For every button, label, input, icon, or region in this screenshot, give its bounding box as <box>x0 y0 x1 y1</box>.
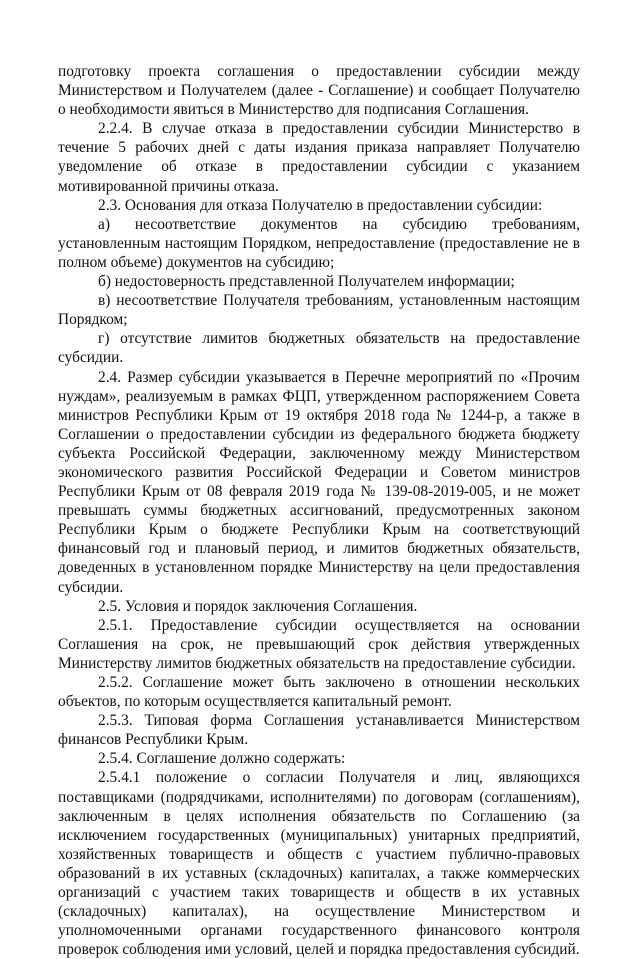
paragraph-2-5-1: 2.5.1. Предоставление субсидии осуществляется на основании Соглашения на срок, не превышающий срок действия утвержденных Министерству лимитов бюджетных обязательств на предоставление субсидии. <box>58 616 580 672</box>
paragraph-2-3-a: а) несоответствие документов на субсидию требованиям, установленным настоящим Порядком, непредоставление (предоставление не в полном объеме) документов на субсидию; <box>58 215 580 271</box>
paragraph-2-3-b: б) недостоверность представленной Получателем информации; <box>98 273 515 291</box>
paragraph-2-3-g: г) отсутствие лимитов бюджетных обязательств на предоставление субсидии. <box>58 330 580 367</box>
paragraph-2-3-v: в) несоответствие Получателя требованиям, установленным настоящим Порядком; <box>58 292 580 329</box>
paragraph-continuation: подготовку проекта соглашения о предоставлении субсидии между Министерством и Получателем (далее - Соглашение) и сообщает Получателю о необходимости явиться в Министерство для подписания Соглашения. <box>58 63 580 119</box>
paragraph-2-5-4: 2.5.4. Соглашение должно содержать: <box>98 750 346 768</box>
paragraph-2-4: 2.4. Размер субсидии указывается в Перечне мероприятий по «Прочим нуждам», реализуемым в рамках ФЦП, утвержденном распоряжением Совета министров Республики Крым от 19 октября 2018 года № 1244-р, а также в Соглашении о предоставлении субсидии из федерального бюджета бюджету субъекта Российской Федерации, заключенному между Министерством экономического развития Российской Федерации и Советом министров Республики Крым от 08 февраля 2019 года № 139-08-2019-005, и не может превышать суммы бюджетных ассигнований, предусмотренных законом Республики Крым о бюджете Республики Крым на соответствующий финансовый год и плановый период, и лимитов бюджетных обязательств, доведенных в установленном порядке Министерству на цели предоставления субсидии. <box>58 368 580 596</box>
document-page <box>58 62 580 959</box>
paragraph-2-5: 2.5. Условия и порядок заключения Соглашения. <box>98 597 418 615</box>
paragraph-2-5-2: 2.5.2. Соглашение может быть заключено в отношении нескольких объектов, по которым осуществляется капитальный ремонт. <box>58 674 580 711</box>
paragraph-2-3: 2.3. Основания для отказа Получателю в предоставлении субсидии: <box>98 196 543 214</box>
paragraph-2-5-4-1: 2.5.4.1 положение о согласии Получателя и лиц, являющихся поставщиками (подрядчиками, исполнителями) по договорам (соглашениям), заключенным в целях исполнения обязательств по Соглашению (за исключением государственных (муниципальных) унитарных предприятий, хозяйственных товариществ и обществ с участием публично-правовых образований в их уставных (складочных) капиталах, а также коммерческих организаций с участием таких товариществ и обществ в их уставных (складочных) капиталах), на осуществление Министерством и уполномоченными органами государственного финансового контроля проверок соблюдения ими условий, целей и порядка предоставления субсидий. <box>58 769 580 959</box>
paragraph-2-5-3: 2.5.3. Типовая форма Соглашения устанавливается Министерством финансов Республики Крым. <box>58 712 580 749</box>
paragraph-2-2-4: 2.2.4. В случае отказа в предоставлении субсидии Министерство в течение 5 рабочих дней с даты издания приказа направляет Получателю уведомление об отказе в предоставлении субсидии с указанием мотивированной причины отказа. <box>58 120 580 195</box>
